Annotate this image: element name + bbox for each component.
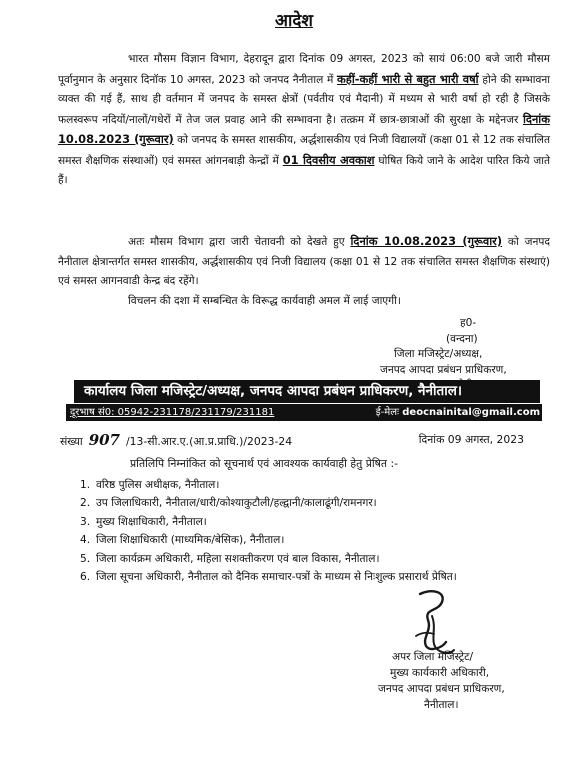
reference-number (60, 430, 292, 452)
para1-highlight-rain: कहीं-कहीं भारी से बहुत भारी वर्षा (337, 71, 479, 86)
para1-text-2: होने की सम्भावना व्यक्त की गई हैं, साथ ही वर्तमान में जनपद के समस्त क्षेत्रों (पर्वतीय एवं मैदानी) में मध्यम से भारी वर्षा हो रही है जिसके फलस्वरूप नदियों/नालों/गधेरों में तेज जल प्रवाह आने की सम्भावना है। तत्क्रम में छात्र-छात्राओं की सुरक्षा के मद्देनजर (58, 73, 550, 126)
order-paragraph-2 (58, 232, 550, 292)
contact-bar (66, 404, 542, 421)
list-item-text: उप जिलाधिकारी, नैनीताल/धारी/कोश्याकुटौली/हल्द्वानी/कालाढूंगी/रामनगर। (96, 497, 377, 510)
copy-to-heading: प्रतिलिपि निम्नांकित को सूचनार्थ एवं आवश्यक कार्यवाही हेतु प्रेषित :- (130, 457, 399, 470)
para1-text-4: घोषित किये जाने के आदेश पारित किये जाते हैं। (58, 154, 550, 186)
list-item-text: जिला शिक्षाधिकारी (माध्यमिक/बेसिक), नैनीताल। (96, 534, 285, 547)
list-item-number: 6. (80, 571, 91, 584)
reference-date: दिनांक 09 अगस्त, 2023 (418, 433, 524, 446)
signatory2-designation: अपर जिला मजिस्ट्रेट/ (392, 651, 474, 663)
para2-text-2: को जनपद नैनीताल क्षेत्रान्तर्गत समस्त शासकीय, अर्द्धशासकीय एवं निजी विद्यालय (कक्षा 01 से 12 तक संचालित समस्त शैक्षणिक संस्थाएं) एवं समस्त आगनवाडी केन्द्र बंद रहेंगे। (58, 236, 550, 287)
list-item-number: 5. (80, 552, 91, 565)
para1-text-1: भारत मौसम विज्ञान विभाग, देहरादून द्वारा दिनांक 09 अगस्त, 2023 को सायं 06:00 बजे जारी मौसम पूर्वानुमान के अनुसार दिनॉक 10 अगस्त, 2023 को जनपद नैनीताल में (58, 53, 550, 86)
reference-prefix: संख्या (60, 435, 83, 448)
para1-text-3: को जनपद के समस्त शासकीय, अर्द्धशासकीय एवं निजी विद्यालयों (कक्षा 01 से 12 तक संचालित समस्त शैक्षणिक संस्थाओं) एवं समस्त आंगनबाड़ी केन्द्रों में (58, 134, 550, 167)
para1-highlight-holiday: 01 दिवसीय अवकाश (282, 152, 375, 167)
para2-text-1: अतः मौसम विभाग द्वारा जारी चेतावनी को देखते हुए (128, 236, 351, 248)
list-item (74, 531, 544, 549)
recipient-list (74, 476, 544, 586)
order-paragraph-3: विचलन की दशा में सम्बन्धित के विरूद्ध कार्यवाही अमल में लाई जाएगी। (128, 295, 401, 307)
list-item (74, 568, 544, 586)
document-title: आदेश (275, 11, 313, 31)
signatory-designation: जिला मजिस्ट्रेट/अध्यक्ष, (394, 348, 483, 360)
phone-number: दूरभाष सं0: 05942-231178/231179/231181 (70, 407, 275, 418)
list-item-text: जिला कार्यक्रम अधिकारी, महिला सशक्तीकरण एवं बाल विकास, नैनीताल। (96, 552, 380, 565)
para1-highlight-date: दिनांक 10.08.2023 (गुरूवार) (58, 111, 550, 146)
email-block (376, 404, 540, 421)
signatory2-place: नैनीताल। (424, 699, 459, 711)
list-item-number: 4. (80, 534, 91, 547)
signatory-block-2 (360, 649, 550, 713)
list-item-text: वरिष्ठ पुलिस अधीक्षक, नैनीताल। (96, 479, 220, 491)
reference-suffix: /13-सी.आर.ए.(आ.प्र.प्राधि.)/2023-24 (126, 435, 293, 448)
reference-line (60, 430, 546, 450)
list-item (74, 494, 544, 512)
list-item-number: 1. (80, 479, 91, 491)
list-item (74, 476, 544, 494)
list-item-number: 2. (80, 497, 91, 510)
signed-mark: ह0- (460, 317, 477, 329)
order-paragraph-1 (58, 50, 550, 191)
email-address: deocnainital@gmail.com (402, 407, 540, 418)
signatory-authority: जनपद आपदा प्रबंधन प्राधिकरण, (380, 363, 507, 376)
list-item (74, 550, 544, 568)
list-item (74, 513, 544, 531)
office-banner: कार्यालय जिला मजिस्ट्रेट/अध्यक्ष, जनपद आपदा प्रबंधन प्राधिकरण, नैनीताल। (74, 380, 540, 403)
signatory2-authority: जनपद आपदा प्रबंधन प्राधिकरण, (378, 683, 505, 695)
list-item-text: जिला सूचना अधिकारी, नैनीताल को दैनिक समाचार-पत्रों के माध्यम से निःशुल्क प्रसारार्थ प्रेषित। (96, 571, 457, 584)
list-item-text: मुख्य शिक्षाधिकारी, नैनीताल। (96, 515, 207, 528)
list-item-number: 3. (80, 515, 91, 528)
signatory2-officer: मुख्य कार्यकारी अधिकारी, (390, 667, 490, 679)
email-label: ई-मेलः (375, 407, 400, 418)
signatory-name: (वन्दना) (446, 332, 478, 345)
reference-handwritten-number: 907 (88, 431, 120, 449)
para2-highlight-date: दिनांक 10.08.2023 (गुरूवार) (350, 234, 503, 248)
